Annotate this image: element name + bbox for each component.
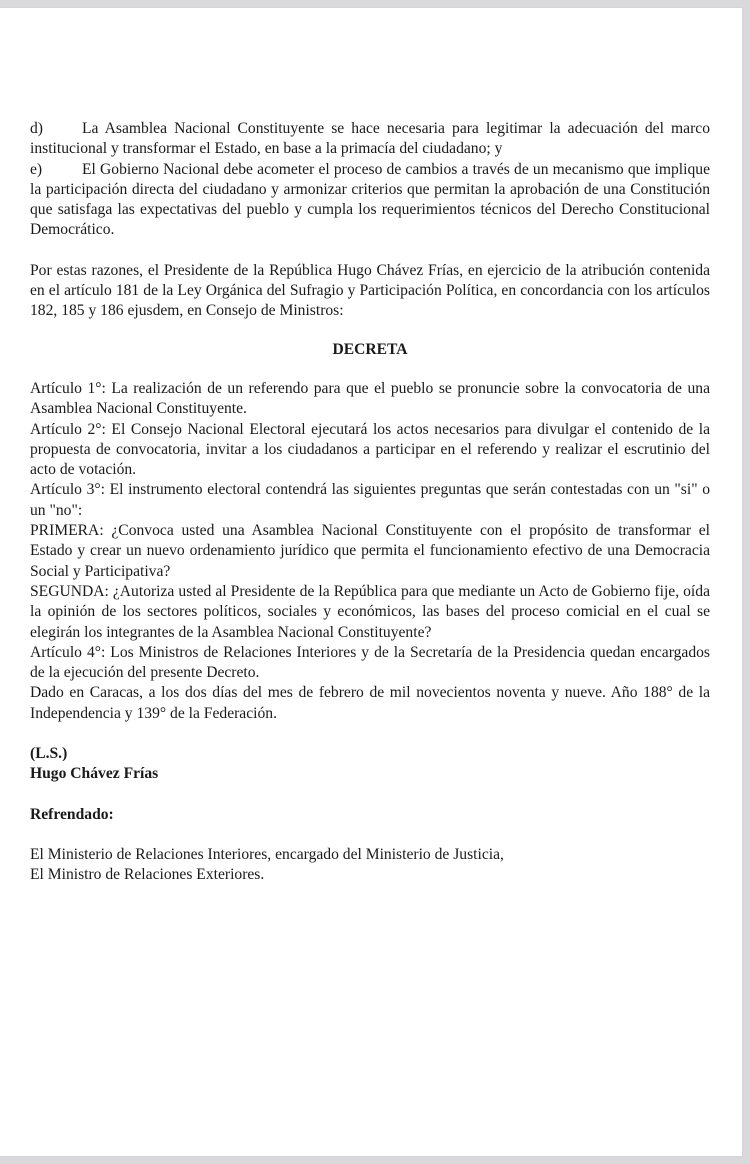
refrendado-line-1: El Ministerio de Relaciones Interiores, encargado del Ministerio de Justicia, [30,845,504,863]
refrendado-label: Refrendado: [30,805,114,823]
question-primera: PRIMERA: ¿Convoca usted una Asamblea Nacional Constituyente con el propósito de transformar el Estado y crear un nuevo ordenamiento jurídico que permita el funcionamiento efectivo de una Democracia Social y Participativa? [30,522,710,580]
consideration-e-text: El Gobierno Nacional debe acometer el proceso de cambios a través de un mecanismo que implique la participación directa del ciudadano y armonizar criterios que permitan la aprobación de una Constitución que satisfaga las expectativas del pueblo y cumpla los requerimientos técnicos del Derecho Constitucional Democrático. [30,160,710,239]
article-2: Artículo 2°: El Consejo Nacional Electoral ejecutará los actos necesarios para divulgar el contenido de la propuesta de convocatoria, invitar a los ciudadanos a participar en el referendo y realizar el escrutinio del acto de votación. [30,420,710,479]
spacer [30,785,710,805]
decreta-heading: DECRETA [332,340,408,358]
preamble-paragraph: Por estas razones, el Presidente de la República Hugo Chávez Frías, en ejercicio de la atribución contenida en el artículo 181 de la Ley Orgánica del Sufragio y Participación Política, en concordancia con los artículos 182, 185 y 186 ejusdem, en Consejo de Ministros: [30,261,710,320]
dado-en-caracas: Dado en Caracas, a los dos días del mes de febrero de mil novecientos noventa y nueve. Año 188° de la Independencia y 139° de la Federación. [30,684,710,722]
article-1: Artículo 1°: La realización de un referendo para que el pueblo se pronuncie sobre la convocatoria de una Asamblea Nacional Constituyente. [30,379,710,418]
consideration-e [30,160,710,241]
question-segunda: SEGUNDA: ¿Autoriza usted al Presidente de la República para que mediante un Acto de Gobierno fije, oída la opinión de los sectores políticos, sociales y económicos, las bases del proceso comicial en el cual se elegirán los integrantes de la Asamblea Nacional Constituyente? [30,582,710,641]
signatory-name: Hugo Chávez Frías [30,765,159,783]
document-body [30,119,710,886]
spacer [30,241,710,261]
consideration-d-label: d) [30,120,43,137]
refrendado-line-2: El Ministro de Relaciones Exteriores. [30,866,265,884]
consideration-d-text: La Asamblea Nacional Constituyente se hace necesaria para legitimar la adecuación del marco institucional y transformar el Estado, en base a la primacía del ciudadano; y [30,120,710,158]
consideration-d [30,119,710,160]
document-page [0,8,742,1156]
article-4: Artículo 4°: Los Ministros de Relaciones Interiores y de la Secretaría de la Presidencia quedan encargados de la ejecución del presente Decreto. [30,643,710,682]
spacer [30,724,710,744]
spacer [30,825,710,845]
article-3: Artículo 3°: El instrumento electoral contendrá las siguientes preguntas que serán contestadas con un "si" o un "no": [30,481,710,519]
consideration-e-label: e) [30,160,43,178]
ls-mark: (L.S.) [30,745,68,763]
